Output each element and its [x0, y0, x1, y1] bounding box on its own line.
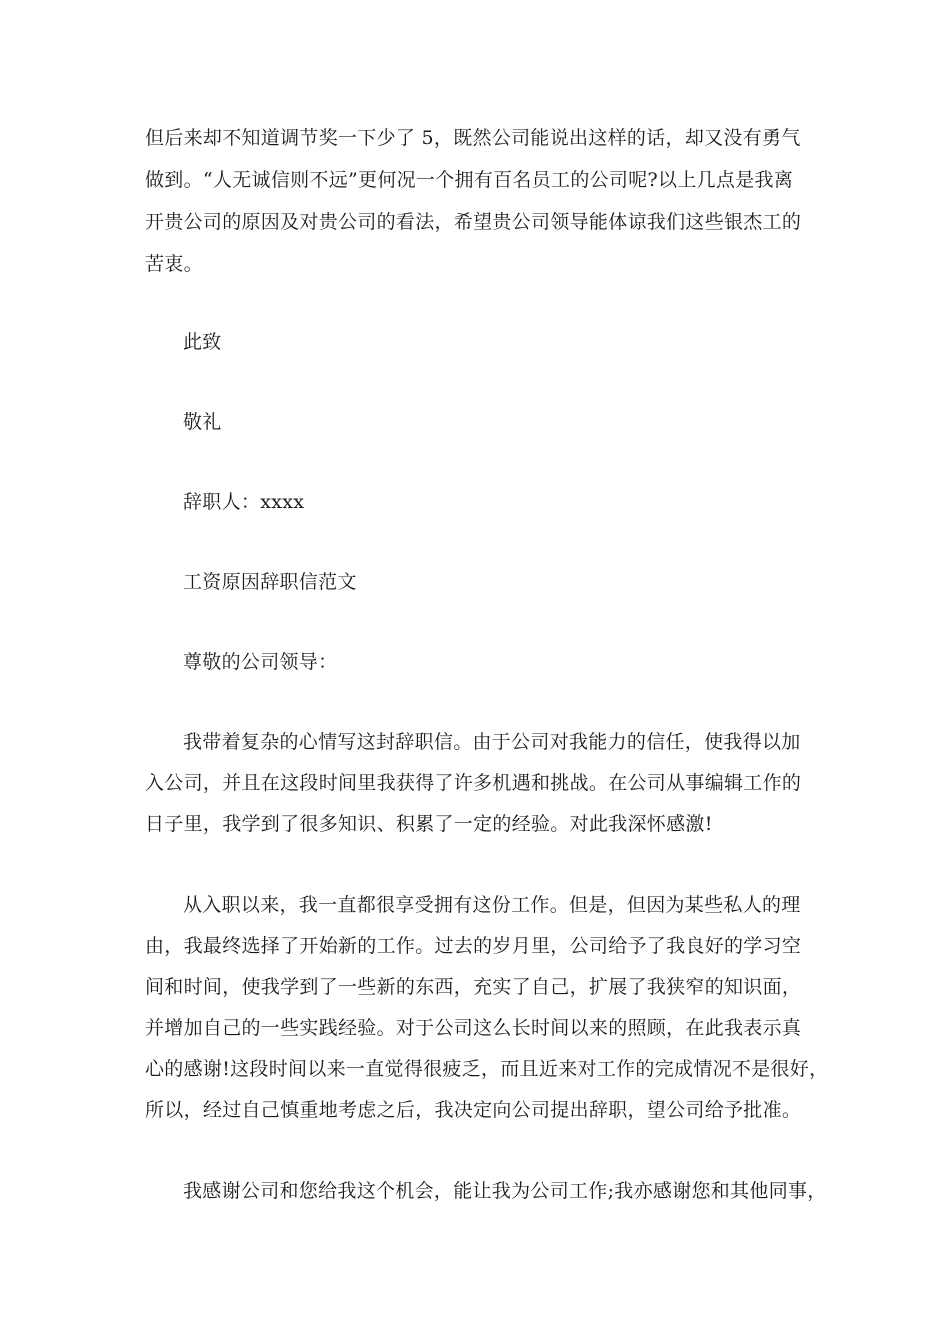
paragraph-line: 做到。“人无诚信则不远”更何况一个拥有百名员工的公司呢?以上几点是我离: [145, 169, 794, 191]
paragraph-line: 苦衷。: [145, 253, 203, 275]
closing-cizhi: 此致: [183, 331, 222, 353]
section-title: 工资原因辞职信范文: [183, 571, 357, 593]
paragraph-line: 从入职以来，我一直都很享受拥有这份工作。但是，但因为某些私人的理: [183, 894, 801, 916]
paragraph-line: 但后来却不知道调节奖一下少了 5，既然公司能说出这样的话，却又没有勇气: [145, 127, 801, 149]
paragraph-line: 我带着复杂的心情写这封辞职信。由于公司对我能力的信任，使我得以加: [183, 731, 801, 753]
resigner-signature: 辞职人：xxxx: [183, 491, 305, 513]
paragraph-line: 间和时间，使我学到了一些新的东西，充实了自己，扩展了我狭窄的知识面，: [145, 976, 802, 998]
paragraph-line: 并增加自己的一些实践经验。对于公司这么长时间以来的照顾，在此我表示真: [145, 1017, 802, 1039]
paragraph-line: 日子里，我学到了很多知识、积累了一定的经验。对此我深怀感激!: [145, 813, 713, 835]
paragraph-line: 入公司，并且在这段时间里我获得了许多机遇和挑战。在公司从事编辑工作的: [145, 772, 802, 794]
paragraph-line: 心的感谢!这段时间以来一直觉得很疲乏，而且近来对工作的完成情况不是很好，: [145, 1058, 829, 1080]
paragraph-line: 所以，经过自己慎重地考虑之后，我决定向公司提出辞职，望公司给予批准。: [145, 1099, 802, 1121]
paragraph-line: 我感谢公司和您给我这个机会，能让我为公司工作;我亦感谢您和其他同事，: [183, 1180, 827, 1202]
salutation: 尊敬的公司领导：: [183, 651, 338, 673]
paragraph-line: 开贵公司的原因及对贵公司的看法，希望贵公司领导能体谅我们这些银杰工的: [145, 211, 802, 233]
closing-jingli: 敬礼: [183, 411, 222, 433]
paragraph-line: 由，我最终选择了开始新的工作。过去的岁月里，公司给予了我良好的学习空: [145, 935, 802, 957]
